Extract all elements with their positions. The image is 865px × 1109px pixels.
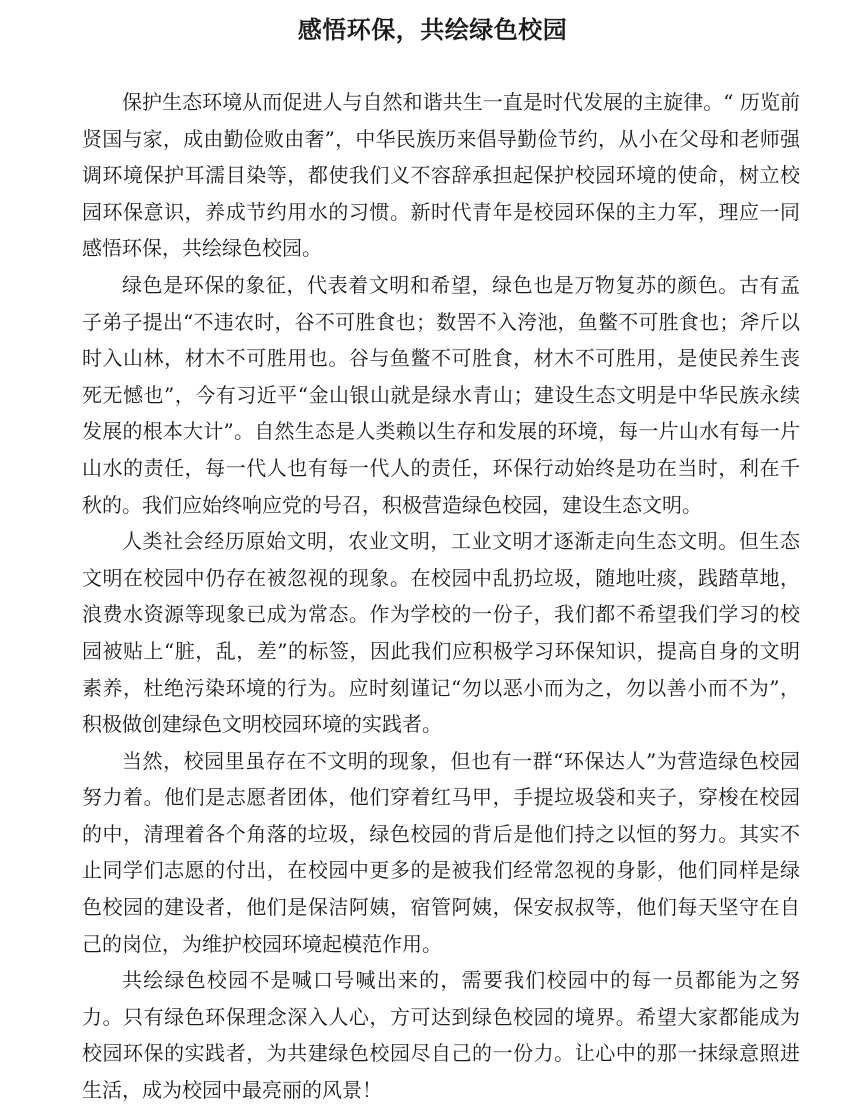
document-body [82, 84, 800, 1109]
paragraph: 人类社会经历原始文明，农业文明，工业文明才逐渐走向生态文明。但生态文明在校园中仍存在被忽视的现象。在校园中乱扔垃圾，随地吐痰，践踏草地，浪费水资源等现象已成为常态。作为学校的一份子，我们都不希望我们学习的校园被贴上“脏，乱，差”的标签，因此我们应积极学习环保知识，提高自身的文明素养，杜绝污染环境的行为。应时刻谨记“勿以恶小而为之，勿以善小而不为”，积极做创建绿色文明校园环境的实践者。 [82, 529, 800, 737]
paragraph: 共绘绿色校园不是喊口号喊出来的，需要我们校园中的每一员都能为之努力。只有绿色环保理念深入人心，方可达到绿色校园的境界。希望大家都能成为校园环保的实践者，为共建绿色校园尽自己的一份力。让心中的那一抹绿意照进生活，成为校园中最亮丽的风景！ [82, 968, 800, 1103]
paragraph: 保护生态环境从而促进人与自然和谐共生一直是时代发展的主旋律。“ 历览前贤国与家，成由勤俭败由奢”，中华民族历来倡导勤俭节约，从小在父母和老师强调环境保护耳濡目染等，都使我们义不容辞承担起保护校园环境的使命，树立校园环保意识，养成节约用水的习惯。新时代青年是校园环保的主力军，理应一同感悟环保，共绘绿色校园。 [82, 90, 800, 261]
paragraph: 当然，校园里虽存在不文明的现象，但也有一群“环保达人”为营造绿色校园努力着。他们是志愿者团体，他们穿着红马甲，手提垃圾袋和夹子，穿梭在校园的中，清理着各个角落的垃圾，绿色校园的背后是他们持之以恒的努力。其实不止同学们志愿的付出，在校园中更多的是被我们经常忽视的身影，他们同样是绿色校园的建设者，他们是保洁阿姨，宿管阿姨，保安叔叔等，他们每天坚守在自己的岗位，为维护校园环境起模范作用。 [82, 748, 800, 956]
document-title: 感悟环保，共绘绿色校园 [297, 16, 568, 44]
paragraph: 绿色是环保的象征，代表着文明和希望，绿色也是万物复苏的颜色。古有孟子弟子提出“不违农时，谷不可胜食也；数罟不入洿池，鱼鳖不可胜食也；斧斤以时入山林，材木不可胜用也。谷与鱼鳖不可胜食，材木不可胜用，是使民养生丧死无憾也”，今有习近平“金山银山就是绿水青山；建设生态文明是中华民族永续发展的根本大计”。自然生态是人类赖以生存和发展的环境，每一片山水有每一片山水的责任，每一代人也有每一代人的责任，环保行动始终是功在当时，利在千秋的。我们应始终响应党的号召，积极营造绿色校园，建设生态文明。 [82, 272, 800, 517]
